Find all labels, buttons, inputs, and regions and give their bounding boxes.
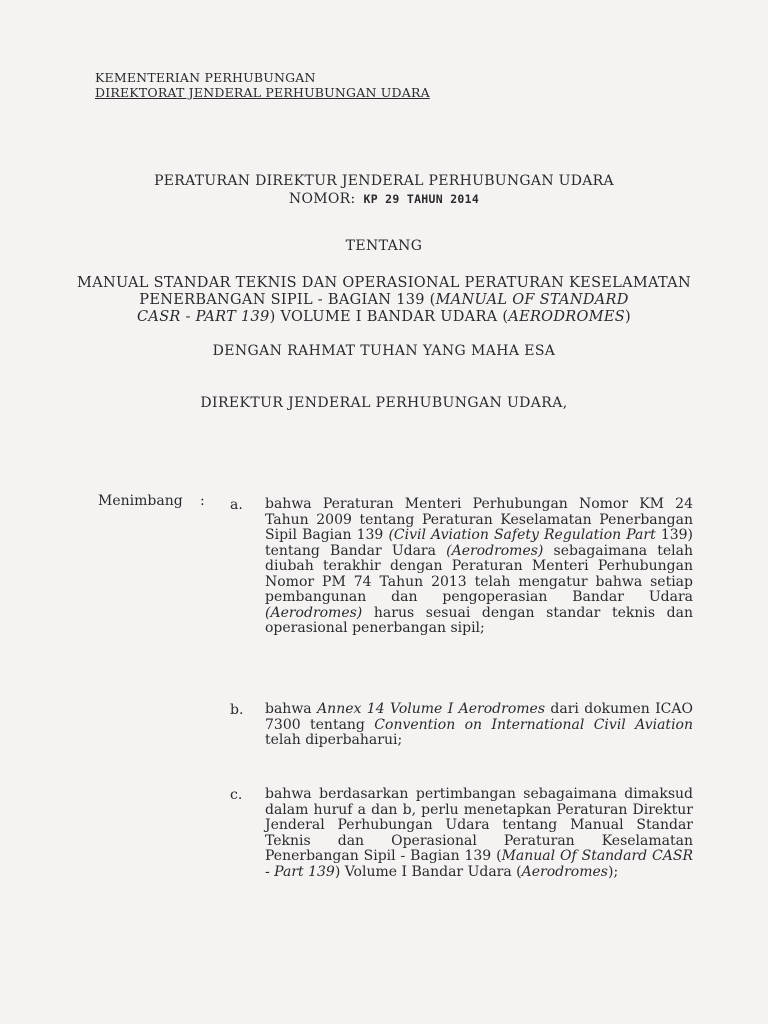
title-line: PERATURAN DIREKTUR JENDERAL PERHUBUNGAN UDARA: [154, 173, 614, 189]
regulation-subject: [0, 275, 768, 326]
item-marker: c.: [230, 787, 243, 803]
ministry-name: KEMENTERIAN PERHUBUNGAN: [95, 70, 316, 85]
text-run: bahwa Peraturan Menteri Perhubungan Nomor KM 24 Tahun 2009 tentang Peraturan Keselamatan Penerbangan Sipil Bagian 139: [265, 496, 693, 543]
subject-line-2: [0, 292, 768, 309]
regulation-number: [0, 190, 768, 208]
italic-run: (Aerodromes): [446, 542, 544, 559]
text-run: telah diperbaharui;: [265, 732, 403, 748]
italic-run: (Civil Aviation Safety Regulation Part: [388, 527, 656, 543]
subject-line-3: [0, 309, 768, 326]
text-run: 139) tentang Bandar Udara: [265, 527, 694, 559]
subject-text: PENERBANGAN SIPIL - BAGIAN 139 (: [139, 292, 436, 308]
text-run: );: [607, 863, 619, 880]
subject-text: ): [624, 309, 631, 325]
regulation-title: [0, 172, 768, 208]
item-marker: b.: [230, 702, 244, 718]
nomor-label: NOMOR:: [288, 191, 356, 207]
text-run: dari dokumen ICAO 7300 tentang: [265, 701, 693, 733]
issuer-line: DIREKTUR JENDERAL PERHUBUNGAN UDARA,: [200, 395, 568, 411]
text-run: harus sesuai dengan standar teknis dan operasional penerbangan sipil;: [265, 604, 693, 636]
letterhead: [95, 70, 430, 100]
text-run: bahwa berdasarkan pertimbangan sebagaimana dimaksud dalam huruf a dan b, perlu menetapkan Peraturan Direktur Jenderal Perhubungan Udara tentang Manual Standar Teknis dan Operasional Peraturan Keselamatan Penerbangan Sipil - Bagian 139 (: [265, 786, 693, 864]
italic-run: Annex 14 Volume I Aerodromes: [317, 701, 545, 717]
invocation: DENGAN RAHMAT TUHAN YANG MAHA ESA: [212, 343, 556, 359]
text-run: sebagaimana telah diubah terakhir dengan Peraturan Menteri Perhubungan Nomor PM 74 Tahun 2013 telah mengatur bahwa setiap pembangunan dan pengoperasian Bandar Udara: [265, 542, 694, 605]
item-text: [265, 497, 693, 637]
italic-run: Convention on International Civil Aviation: [374, 716, 693, 733]
item-text: [265, 787, 693, 880]
text-run: ) Volume I Bandar Udara (: [334, 863, 522, 880]
subject-italic: CASR - PART 139: [137, 309, 270, 325]
subject-text: ) VOLUME I BANDAR UDARA (: [269, 309, 509, 325]
subject-italic: AERODROMES: [508, 309, 625, 325]
menimbang-colon: :: [200, 493, 205, 509]
text-run: bahwa: [265, 701, 318, 717]
menimbang-label: Menimbang: [98, 493, 183, 509]
directorate-name: DIREKTORAT JENDERAL PERHUBUNGAN UDARA: [95, 85, 430, 100]
subject-italic: MANUAL OF STANDARD: [435, 292, 629, 308]
italic-run: Manual Of Standard CASR - Part 139: [265, 848, 694, 880]
item-marker: a.: [230, 497, 243, 513]
italic-run: Aerodromes: [521, 863, 608, 880]
nomor-value: KP 29 TAHUN 2014: [363, 192, 480, 206]
item-text: [265, 702, 693, 749]
tentang-heading: TENTANG: [345, 238, 423, 254]
italic-run: (Aerodromes): [265, 604, 363, 621]
subject-line-1: MANUAL STANDAR TEKNIS DAN OPERASIONAL PERATURAN KESELAMATAN: [77, 275, 691, 291]
